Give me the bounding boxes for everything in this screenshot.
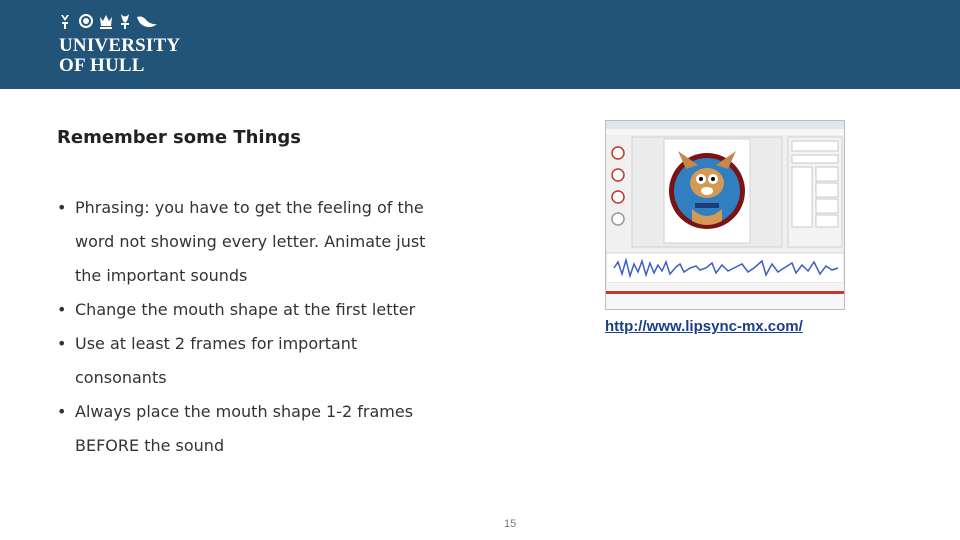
fleur-icon [61,15,69,29]
university-crest-icons [59,11,159,31]
bullet-list [57,191,477,463]
bullet-line: the important sounds [75,266,248,285]
bullet-dot: • [57,334,67,353]
lipsync-app-screenshot [605,120,845,310]
bullet-dot: • [57,300,67,319]
bullet-item [57,395,477,463]
university-logo-text [59,36,180,76]
bullet-line: word not showing every letter. Animate just [75,232,426,251]
bullet-line: BEFORE the sound [75,436,225,455]
university-name-line1: UNIVERSITY [59,35,181,56]
fleur-icon [121,14,129,29]
crown-icon [100,15,112,29]
lipsync-link[interactable]: http://www.lipsync-mx.com/ [605,318,803,335]
rose-icon [80,15,92,27]
slide-title: Remember some Things [57,127,302,148]
bullet-item [57,293,477,327]
bullet-dot: • [57,198,67,217]
bullet-item [57,191,477,293]
bullet-line: Use at least 2 frames for important [75,334,358,353]
page-number: 15 [504,518,517,530]
bullet-line: Phrasing: you have to get the feeling of the [75,198,424,217]
side-toolbar [612,147,624,225]
bird-icon [137,17,157,28]
university-name-line2: OF HULL [59,55,145,76]
bullet-line: consonants [75,368,167,387]
bullet-line: Change the mouth shape at the first letter [75,300,416,319]
header-banner [0,0,960,89]
bullet-line: Always place the mouth shape 1-2 frames [75,402,414,421]
app-screenshot-image [606,121,844,309]
bullet-item [57,327,477,395]
bullet-dot: • [57,402,67,421]
